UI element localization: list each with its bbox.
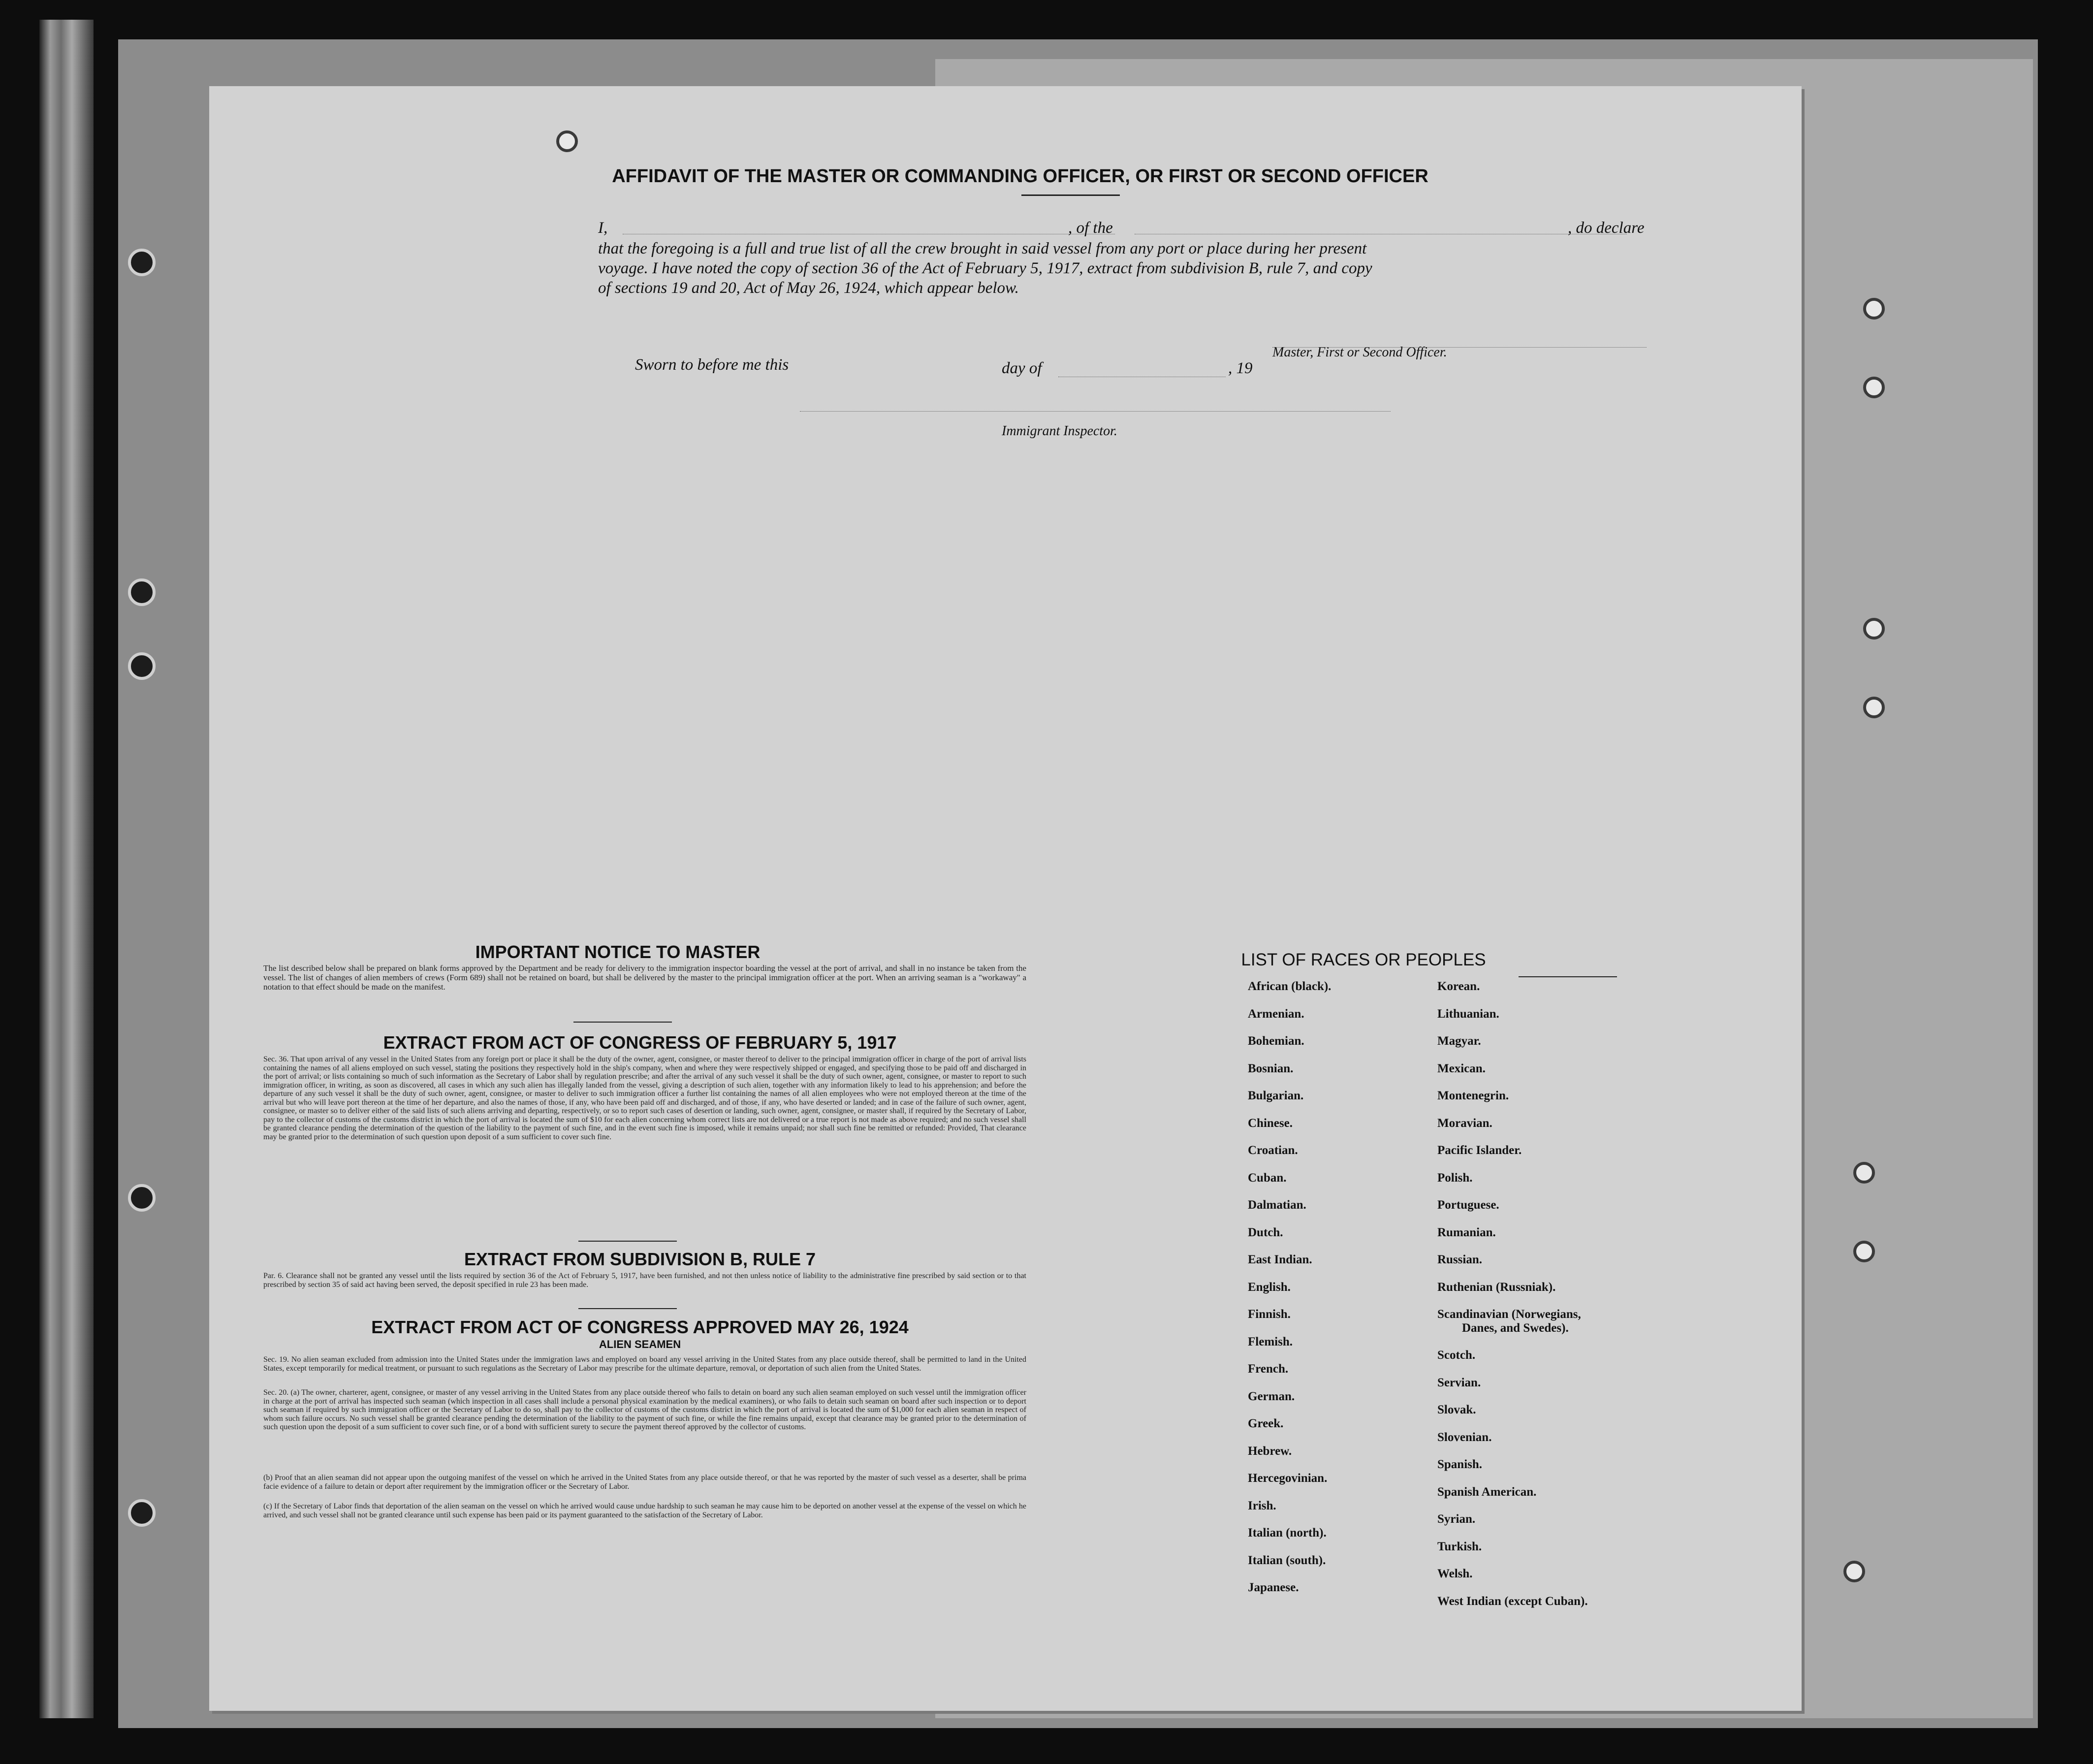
punch-hole [128, 578, 156, 606]
races-right-column [1437, 980, 1588, 1622]
race-item: Armenian. [1248, 1007, 1304, 1021]
race-item: Bohemian. [1248, 1034, 1304, 1048]
race-item: Servian. [1437, 1376, 1481, 1389]
sworn-label: Sworn to before me this [635, 356, 789, 374]
extract-1924-sec20: Sec. 20. (a) The owner, charterer, agent, consignee, or master of any vessel arriving in the United States from any place outside thereof who fails to detain on board any such alien seaman employed on such vessel until the immigration officer in charge at the port of arrival has inspected such seaman (which inspection in all cases shall include a personal physical examination by the medical examiners), or who fails to detain such seaman on board after such inspection or to deport such seaman if required by such immigration officer or the Secretary of Labor to do so, shall pay to the collector of customs of the customs district in which the port of arrival is located the sum of $1,000 for each alien seaman in respect of whom such failure occurs. No such vessel shall be granted clearance pending the determination of the liability to the payment of such fine, or while the fine remains unpaid, except that clearance may be granted prior to the determination of such question upon the deposit of a sum sufficient to cover such fine, or of a bond with sufficient surety to secure the payment thereof approved by the collector of customs. [263, 1388, 1026, 1431]
race-item: East Indian. [1248, 1253, 1312, 1266]
races-title: LIST OF RACES OR PEOPLES [1241, 950, 1486, 969]
race-item: Welsh. [1437, 1567, 1473, 1580]
affidavit-page [209, 86, 1802, 1711]
race-item: Japanese. [1248, 1581, 1299, 1594]
race-item: Syrian. [1437, 1512, 1476, 1526]
race-item: Chinese. [1248, 1116, 1293, 1130]
punch-hole [1863, 377, 1885, 398]
master-signature-label: Master, First or Second Officer. [1272, 345, 1447, 360]
race-item: Magyar. [1437, 1034, 1481, 1048]
notice-title: IMPORTANT NOTICE TO MASTER [475, 942, 761, 962]
punch-hole [128, 1499, 156, 1527]
affidavit-line-3: voyage. I have noted the copy of section 36 of the Act of February 5, 1917, extract from subdivision B, rule 7, and copy [598, 259, 1372, 277]
race-item: Lithuanian. [1437, 1007, 1499, 1021]
extract-rule7-rule [578, 1308, 677, 1309]
affidavit-line-2: that the foregoing is a full and true list of all the crew brought in said vessel from any port or place during her present [598, 240, 1367, 257]
punch-hole [1853, 1162, 1875, 1184]
race-item: Slovenian. [1437, 1430, 1492, 1444]
race-item-scandinavian [1437, 1308, 1588, 1348]
race-item: Ruthenian (Russniak). [1437, 1280, 1556, 1294]
race-item: Dutch. [1248, 1225, 1283, 1239]
race-item: Hercegovinian. [1248, 1472, 1328, 1485]
race-item: Polish. [1437, 1171, 1473, 1185]
punch-hole [1843, 1561, 1865, 1582]
inspector-signature-line[interactable] [800, 411, 1391, 412]
title-rule [1021, 194, 1120, 196]
notice-body: The list described below shall be prepared on blank forms approved by the Department and be ready for delivery to the immigration inspector boarding the vessel at the port of arrival, and shall in no instance be taken from the vessel. The list of changes of alien members of crews (Form 689) shall not be retained on board, but shall be delivered by the master to the principal immigration officer at the port. When an arriving seaman is a "workaway" a notation to that effect should be made on the manifest. [263, 963, 1026, 992]
races-rule [1519, 976, 1617, 977]
race-item: Hebrew. [1248, 1444, 1292, 1458]
race-item: Montenegrin. [1437, 1089, 1509, 1102]
extract-1924-subtitle: ALIEN SEAMEN [599, 1338, 681, 1350]
punch-hole [556, 130, 578, 152]
race-item: Cuban. [1248, 1171, 1287, 1185]
race-item: Korean. [1437, 980, 1480, 993]
punch-hole [128, 1184, 156, 1212]
race-item: Turkish. [1437, 1539, 1482, 1553]
punch-hole [128, 652, 156, 680]
punch-hole [1863, 618, 1885, 640]
race-item: Italian (north). [1248, 1526, 1327, 1539]
race-item: Bulgarian. [1248, 1089, 1304, 1102]
race-item: Flemish. [1248, 1335, 1293, 1348]
race-item: French. [1248, 1362, 1289, 1376]
master-signature-line[interactable] [1272, 347, 1647, 348]
race-item: Moravian. [1437, 1116, 1492, 1130]
affidavit-title: AFFIDAVIT OF THE MASTER OR COMMANDING OFFICER, OR FIRST OR SECOND OFFICER [612, 166, 1428, 187]
race-item: Pacific Islander. [1437, 1144, 1522, 1157]
punch-hole [1863, 697, 1885, 718]
race-item: Finnish. [1248, 1308, 1291, 1321]
extract-1917-body: Sec. 36. That upon arrival of any vessel in the United States from any foreign port or place it shall be the duty of the owner, agent, consignee, or master thereof to deliver to the principal immigration officer in charge of the port of arrival lists containing the names of all aliens employed on such vessel, stating the positions they respectively hold in the ship's company, when and where they were respectively shipped or engaged, and specifying those to be paid off and discharged in the port of arrival; or lists containing so much of such information as the Secretary of Labor shall by regulation prescribe; and after the arrival of any such vessel it shall be the duty of such owner, agent, consignee, or master to report to such immigration officer, in writing, as soon as discovered, all cases in which any such alien has illegally landed from the vessel, giving a description of such alien, together with any information likely to lead to his apprehension; and before the departure of any such vessel it shall be the duty of such owner, agent, consignee, or master to deliver to such immigration officer a further list containing the names of all alien employees who were not employed thereon at the time of the arrival but who will leave port thereon at the time of her departure, and also the names of those, if any, who have been paid off and discharged, and of those, if any, who have deserted or landed; and in case of the failure of such owner, agent, consignee, or master so to deliver either of the said lists of such aliens arriving and departing, respectively, or so to report such cases of desertion or landing, such owner, agent, consignee, or master shall, if required by the Secretary of Labor, pay to the collector of customs of the customs district in which the port of arrival is located the sum of $10 for each alien concerning whom correct lists are not delivered or a true report is not made as above required; and no such vessel shall be granted clearance pending the determination of the question of the liability to the payment of such fine, and in the event such fine is imposed, while it remains unpaid; nor shall such fine be remitted or refunded: Provided, That clearance may be granted prior to the determination of such question upon deposit of a sum sufficient to cover such fine. [263, 1055, 1026, 1141]
extract-1924-sec20b: (b) Proof that an alien seaman did not appear upon the outgoing manifest of the vessel on which he arrived in the United States from any place outside thereof, or that he was reported by the master of such vessel as a deserter, shall be prima facie evidence of a failure to detain or deport after requirement by the immigration officer or the Secretary of Labor. [263, 1474, 1026, 1491]
extract-1917-rule [578, 1241, 677, 1242]
punch-hole [1853, 1241, 1875, 1262]
race-item: Greek. [1248, 1417, 1284, 1430]
race-item: Bosnian. [1248, 1061, 1294, 1075]
binder-strip [39, 20, 94, 1718]
race-item: West Indian (except Cuban). [1437, 1594, 1588, 1608]
affidavit-declare: , do declare [1568, 219, 1645, 237]
extract-rule7-body: Par. 6. Clearance shall not be granted any vessel until the lists required by section 36 of the Act of February 5, 1917, have been furnished, and not then unless notice of liability to the administrative fine prescribed by said section or to that prescribed by section 35 of said act having been served, the deposit specified in rule 23 has been made. [263, 1272, 1026, 1289]
race-item: African (black). [1248, 980, 1332, 993]
race-item: Irish. [1248, 1499, 1276, 1512]
extract-1924-title: EXTRACT FROM ACT OF CONGRESS APPROVED MAY 26, 1924 [371, 1317, 909, 1337]
extract-1924-sec20c: (c) If the Secretary of Labor finds that deportation of the alien seaman on the vessel on which he arrived would cause undue hardship to such seaman he may cause him to be deported on another vessel at the expense of the vessel on which he arrived, and such vessel shall not be granted clearance until such expense has been paid or its payment guaranteed to the satisfaction of the Secretary of Labor. [263, 1502, 1026, 1519]
race-item: Italian (south). [1248, 1553, 1326, 1567]
extract-1917-title: EXTRACT FROM ACT OF CONGRESS OF FEBRUARY 5, 1917 [383, 1032, 897, 1053]
races-left-column [1248, 980, 1331, 1608]
extract-rule7-title: EXTRACT FROM SUBDIVISION B, RULE 7 [464, 1249, 816, 1269]
race-item: English. [1248, 1280, 1291, 1294]
punch-hole [128, 249, 156, 276]
inspector-signature-label: Immigrant Inspector. [1002, 423, 1117, 439]
notice-rule [573, 1022, 672, 1023]
race-item: Dalmatian. [1248, 1198, 1306, 1212]
race-item: Portuguese. [1437, 1198, 1499, 1212]
race-item: German. [1248, 1389, 1295, 1403]
affidavit-line-4: of sections 19 and 20, Act of May 26, 1924, which appear below. [598, 279, 1019, 297]
affidavit-i: I, [598, 219, 608, 237]
affidavit-of-the: , of the [1068, 219, 1113, 237]
race-item: Spanish. [1437, 1458, 1483, 1471]
year-label: , 19 [1228, 359, 1253, 377]
punch-hole [1863, 298, 1885, 320]
race-item: Rumanian. [1437, 1225, 1496, 1239]
extract-1924-sec19: Sec. 19. No alien seaman excluded from admission into the United States under the immigration laws and employed on board any vessel arriving in the United States from any place outside thereof, shall be permitted to land in the United States, except temporarily for medical treatment, or pursuant to such regulations as the Secretary of Labor may prescribe for the ultimate departure, removal, or deportation of such alien from the United States. [263, 1355, 1026, 1373]
race-item: Slovak. [1437, 1403, 1476, 1416]
race-item-scandinavian-line1: Scandinavian (Norwegians, [1437, 1308, 1581, 1321]
race-item: Spanish American. [1437, 1485, 1537, 1499]
race-item-scandinavian-line2: Danes, and Swedes). [1462, 1321, 1569, 1335]
race-item: Mexican. [1437, 1061, 1486, 1075]
race-item: Russian. [1437, 1253, 1483, 1266]
day-of-label: day of [1002, 359, 1042, 377]
race-item: Scotch. [1437, 1348, 1476, 1362]
race-item: Croatian. [1248, 1144, 1298, 1157]
